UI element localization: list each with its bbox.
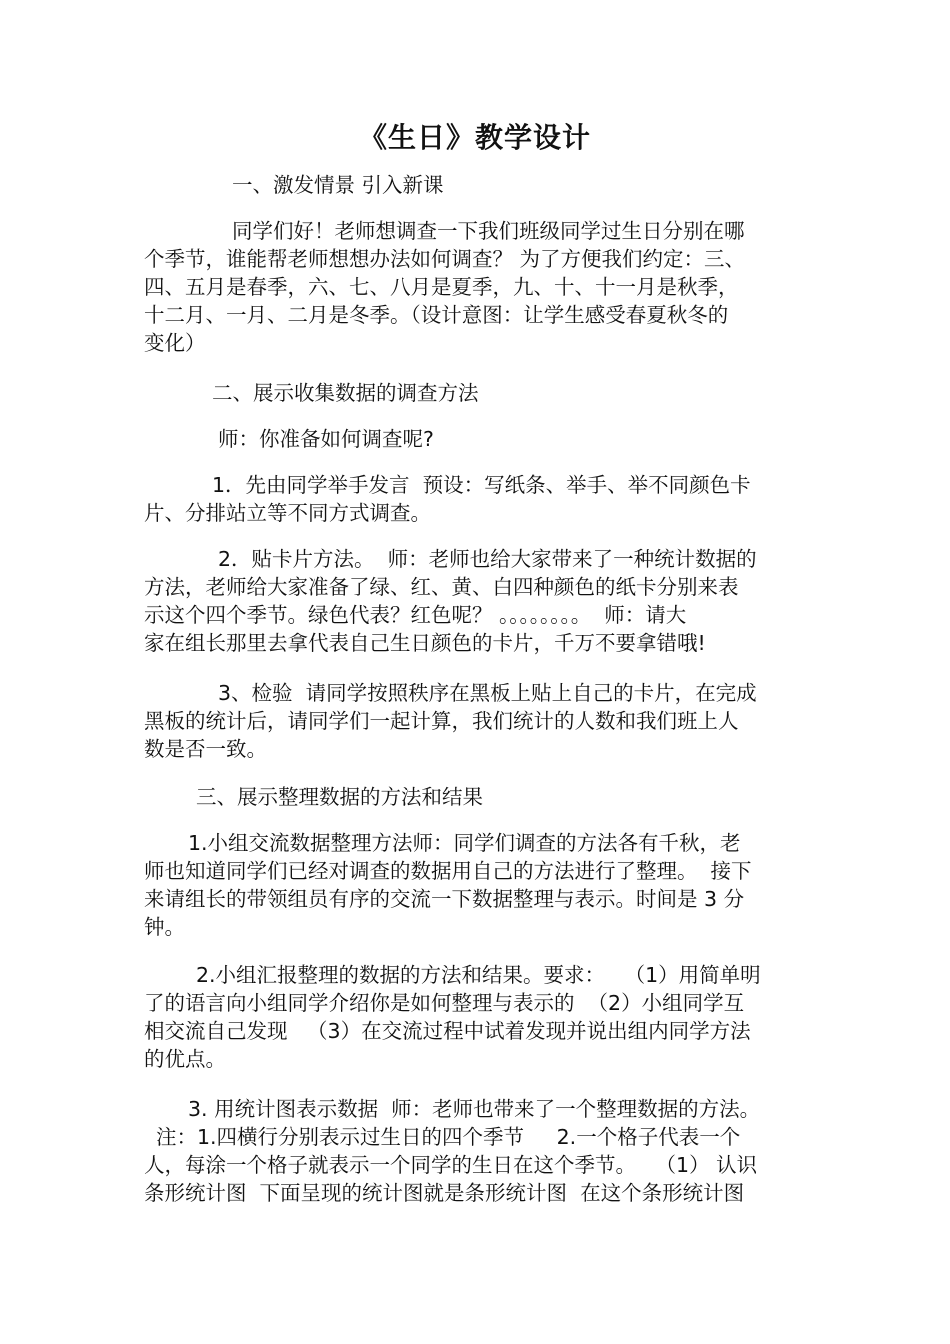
- paragraph-line: 人，每涂一个格子就表示一个同学的生日在这个季节。 （1） 认识: [144, 1153, 758, 1177]
- paragraph-line: 相交流自己发现 （3）在交流过程中试着发现并说出组内同学方法: [144, 1019, 751, 1043]
- paragraph-line: 的优点。: [144, 1047, 226, 1071]
- paragraph-line: 家在组长那里去拿代表自己生日颜色的卡片，千万不要拿错哦!: [144, 631, 706, 655]
- paragraph-line: 变化）: [144, 331, 206, 355]
- paragraph-line: 同学们好！老师想调查一下我们班级同学过生日分别在哪: [232, 219, 745, 243]
- paragraph-line: 2.小组汇报整理的数据的方法和结果。要求： （1）用简单明: [196, 963, 761, 987]
- paragraph-line: 了的语言向小组同学介绍你是如何整理与表示的 （2）小组同学互: [144, 991, 745, 1015]
- paragraph-line: 3、检验 请同学按照秩序在黑板上贴上自己的卡片，在完成: [218, 681, 757, 705]
- paragraph-line: 黑板的统计后，请同学们一起计算，我们统计的人数和我们班上人: [144, 709, 739, 733]
- paragraph-line: 数是否一致。: [144, 737, 267, 761]
- paragraph-line: 3. 用统计图表示数据 师：老师也带来了一个整理数据的方法。: [188, 1097, 761, 1121]
- paragraph-line: 来请组长的带领组员有序的交流一下数据整理与表示。时间是 3 分: [144, 887, 745, 911]
- section-heading-1: 一、激发情景 引入新课: [232, 173, 444, 197]
- section-heading-2: 二、展示收集数据的调查方法: [212, 381, 479, 405]
- paragraph-line: 师也知道同学们已经对调查的数据用自己的方法进行了整理。 接下: [144, 859, 752, 883]
- paragraph-line: 十二月、一月、二月是冬季。（设计意图：让学生感受春夏秋冬的: [144, 303, 729, 327]
- paragraph-line: 2．贴卡片方法。 师：老师也给大家带来了一种统计数据的: [218, 547, 757, 571]
- paragraph-line: 1．先由同学举手发言 预设：写纸条、举手、举不同颜色卡: [212, 473, 751, 497]
- paragraph-line: 示这个四个季节。绿色代表？红色呢？ 。。。。。。。。 师：请大: [144, 603, 687, 627]
- paragraph-line: 四、五月是春季，六、七、八月是夏季，九、十、十一月是秋季，: [144, 275, 739, 299]
- paragraph-line: 师：你准备如何调查呢?: [218, 427, 434, 451]
- paragraph-line: 钟。: [144, 915, 185, 939]
- document-title: 《生日》教学设计: [358, 121, 591, 154]
- section-heading-3: 三、展示整理数据的方法和结果: [196, 785, 483, 809]
- paragraph-line: 注：1.四横行分别表示过生日的四个季节 2.一个格子代表一个: [156, 1125, 741, 1149]
- paragraph-line: 方法，老师给大家准备了绿、红、黄、白四种颜色的纸卡分别来表: [144, 575, 739, 599]
- paragraph-line: 1.小组交流数据整理方法师：同学们调查的方法各有千秋，老: [188, 831, 741, 855]
- paragraph-line: 片、分排站立等不同方式调查。: [144, 501, 431, 525]
- paragraph-line: 个季节，谁能帮老师想想办法如何调查？ 为了方便我们约定：三、: [144, 247, 746, 271]
- paragraph-line: 条形统计图 下面呈现的统计图就是条形统计图 在这个条形统计图: [144, 1181, 745, 1205]
